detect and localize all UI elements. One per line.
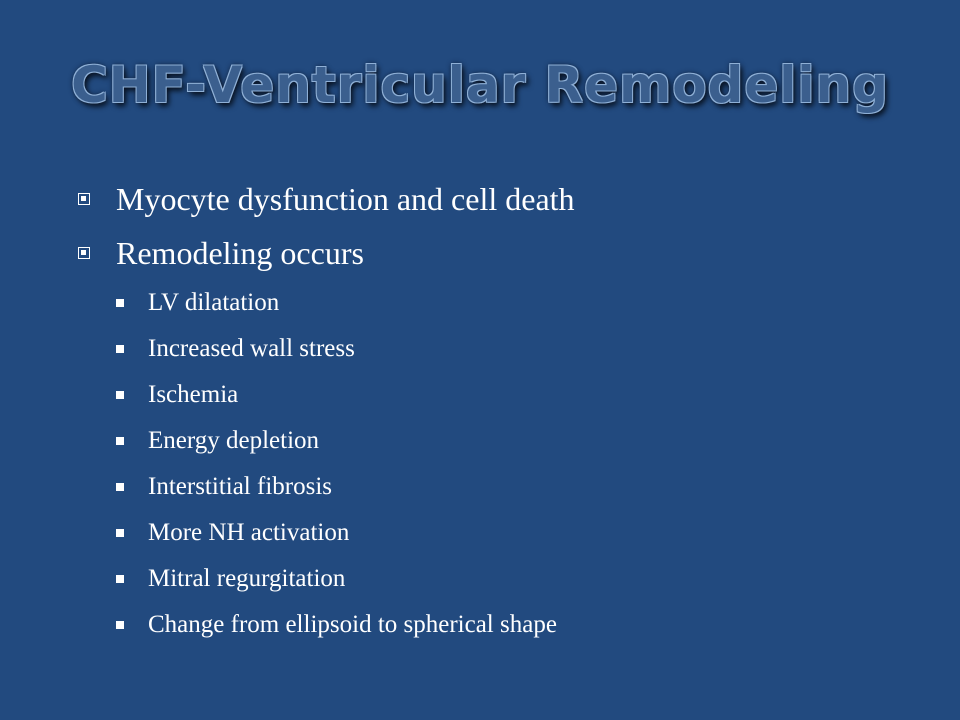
square-bullet-icon <box>116 621 124 629</box>
sub-bullet-item <box>78 326 938 372</box>
sub-bullet-text: LV dilatation <box>148 289 280 316</box>
sub-bullet-item <box>78 556 938 602</box>
sub-bullet-item <box>78 464 938 510</box>
bullet-list <box>78 172 938 648</box>
square-bullet-icon <box>116 345 124 353</box>
square-bullet-icon <box>116 391 124 399</box>
sub-bullet-item <box>78 602 938 648</box>
sub-bullet-text: Increased wall stress <box>148 335 355 362</box>
square-bullet-icon <box>116 575 124 583</box>
framed-square-bullet-icon <box>78 247 90 259</box>
sub-bullet-item <box>78 418 938 464</box>
sub-bullet-item <box>78 280 938 326</box>
square-bullet-icon <box>116 483 124 491</box>
sub-bullet-item <box>78 372 938 418</box>
sub-bullet-text: Ischemia <box>148 381 239 408</box>
sub-bullet-text: More NH activation <box>148 519 350 546</box>
square-bullet-icon <box>116 437 124 445</box>
bullet-text: Remodeling occurs <box>116 234 364 271</box>
sub-bullet-text: Energy depletion <box>148 427 320 454</box>
square-bullet-icon <box>116 529 124 537</box>
slide-title: CHF-Ventricular Remodeling <box>71 56 889 114</box>
bullet-item <box>78 226 938 280</box>
bullet-item <box>78 172 938 226</box>
sub-bullet-text: Mitral regurgitation <box>148 565 346 592</box>
sub-bullet-item <box>78 510 938 556</box>
sub-bullet-text: Interstitial fibrosis <box>148 473 332 500</box>
square-bullet-icon <box>116 299 124 307</box>
sub-bullet-text: Change from ellipsoid to spherical shape <box>148 611 557 638</box>
bullet-text: Myocyte dysfunction and cell death <box>116 180 575 217</box>
framed-square-bullet-icon <box>78 193 90 205</box>
